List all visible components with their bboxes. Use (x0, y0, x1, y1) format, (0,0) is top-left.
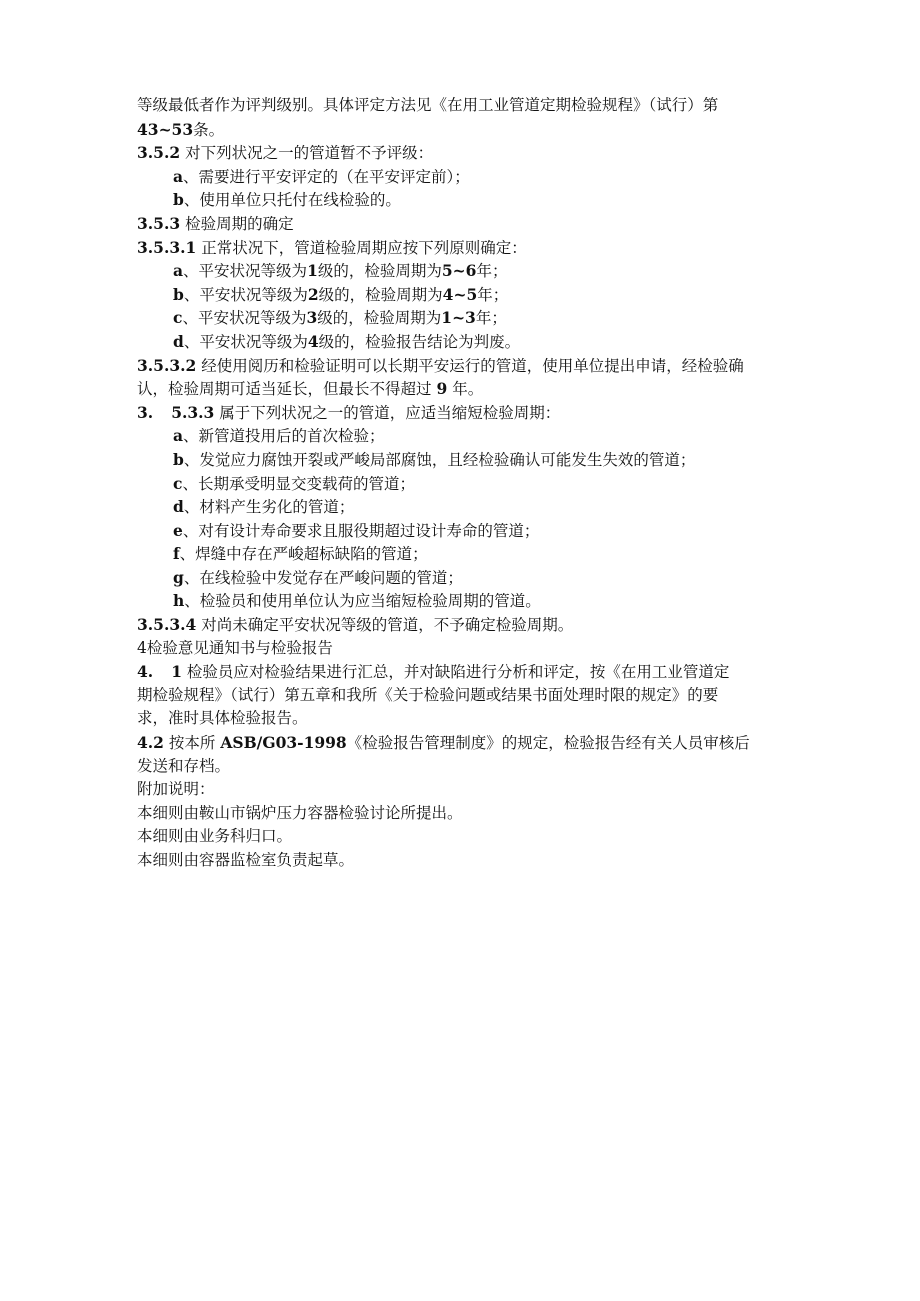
section-heading-3-5-3-2 (137, 354, 787, 378)
list-item (137, 519, 787, 543)
section-text: 检验员应对检验结果进行汇总，并对缺陷进行分析和评定，按《在用工业管道定 (186, 663, 730, 682)
paragraph-line (137, 377, 787, 401)
item-key: b (173, 449, 184, 469)
item-text: 、发觉应力腐蚀开裂或严峻局部腐蚀，且经检验确认可能发生失效的管道； (183, 450, 696, 469)
list-item (137, 448, 787, 472)
paragraph-line (137, 94, 787, 118)
period-years: 4~5 (442, 284, 478, 304)
section-text: 按本所 (168, 734, 216, 753)
item-key: a (173, 426, 184, 446)
list-item (137, 259, 787, 283)
item-text: 、新管道投用后的首次检验； (183, 427, 385, 446)
item-text: 、焊缝中存在严峻超标缺陷的管道； (179, 545, 428, 564)
note-text: 本细则由容器监检室负责起草。 (137, 851, 355, 869)
list-item (137, 472, 787, 496)
max-years: 9 (436, 379, 448, 399)
body-text: 年。 (452, 380, 484, 399)
list-item (137, 165, 787, 189)
section-number: 4.2 (137, 733, 164, 753)
period-years: 1~3 (441, 308, 476, 328)
item-key: b (173, 190, 184, 210)
section-text: 对尚未确定平安状况等级的管道，不予确定检验周期。 (201, 616, 574, 635)
item-text: 、长期承受明显交变载荷的管道； (182, 474, 415, 493)
item-key: f (173, 544, 180, 564)
paragraph-line (137, 118, 787, 142)
section-number: 3.5.3.2 (137, 355, 197, 375)
list-item (137, 424, 787, 448)
item-text: 年； (476, 262, 508, 281)
item-text: 级的，检验周期为 (317, 309, 442, 328)
section-prefix: 4. (137, 662, 154, 682)
article-range: 43~53 (137, 119, 194, 139)
item-key: d (173, 497, 184, 517)
item-key: c (173, 308, 183, 328)
section-number: 5.3.3 (171, 402, 215, 422)
list-item (137, 330, 787, 354)
body-text: 求，准时具体检验报告。 (137, 709, 308, 728)
list-item (137, 306, 787, 330)
item-key: g (173, 567, 184, 587)
section-text: 对下列状况之一的管道暂不予评级： (185, 144, 434, 163)
level-number: 3 (306, 308, 318, 328)
note-text: 本细则由业务科归口。 (137, 827, 293, 846)
note-line (137, 825, 787, 849)
item-key: a (173, 166, 184, 186)
item-text: 、检验员和使用单位认为应当缩短检验周期的管道。 (184, 592, 541, 611)
list-item (137, 589, 787, 613)
body-text: 期检验规程》（试行）第五章和我所《关于检验问题或结果书面处理时限的规定》的要 (137, 685, 719, 704)
item-text: 级的，检验周期为 (317, 262, 442, 281)
section-heading-3-5-2 (137, 141, 787, 165)
list-item (137, 566, 787, 590)
note-text: 本细则由鞍山市锅炉压力容器检验讨论所提出。 (137, 803, 463, 822)
item-key: e (173, 520, 183, 540)
section-heading-3-5-3-3 (137, 401, 787, 425)
note-line (137, 849, 787, 873)
note-line (137, 802, 787, 826)
level-number: 1 (307, 261, 318, 281)
paragraph-line (137, 707, 787, 731)
item-text: 级的，检验报告结论为判废。 (318, 332, 521, 351)
item-text: 级的，检验周期为 (318, 285, 443, 304)
paragraph-line (137, 755, 787, 779)
section-heading-3-5-3 (137, 212, 787, 236)
item-text: 、材料产生劣化的管道； (183, 498, 355, 517)
section-number: 3.5.3.4 (137, 615, 197, 635)
item-text: 、平安状况等级为 (183, 262, 308, 281)
section-text: 《检验报告管理制度》的规定，检验报告经有关人员审核后 (346, 734, 750, 753)
note-heading: 附加说明： (137, 780, 215, 799)
section-heading-4-1 (137, 660, 787, 684)
paragraph-line (137, 684, 787, 708)
item-key: b (173, 284, 184, 304)
section-number: 1 (171, 662, 182, 682)
item-text: 、在线检验中发觉存在严峻问题的管道； (183, 568, 463, 587)
item-text: 年； (475, 309, 507, 328)
document-page (137, 94, 787, 873)
section-text: 检验周期的确定 (185, 214, 294, 233)
section-number: 3.5.3 (137, 213, 181, 233)
item-key: a (173, 261, 184, 281)
chapter-title: 4检验意见通知书与检验报告 (137, 638, 333, 657)
list-item (137, 542, 787, 566)
section-heading-3-5-3-4 (137, 613, 787, 637)
section-number: 3.5.3.1 (137, 237, 197, 257)
note-title (137, 778, 787, 802)
body-text: 条。 (193, 120, 225, 139)
level-number: 4 (307, 331, 319, 351)
level-number: 2 (307, 284, 319, 304)
body-text: 等级最低者作为评判级别。具体评定方法见《在用工业管道定期检验规程》（试行）第 (137, 96, 719, 114)
section-heading-4-2 (137, 731, 787, 755)
item-text: 、对有设计寿命要求且服役期超过设计寿命的管道； (182, 521, 540, 540)
list-item (137, 495, 787, 519)
section-prefix: 3. (137, 402, 154, 422)
item-text: 年； (477, 285, 509, 304)
item-key: d (173, 331, 184, 351)
list-item (137, 188, 787, 212)
chapter-heading-4 (137, 637, 787, 661)
period-years: 5~6 (441, 261, 477, 281)
body-text: 发送和存档。 (137, 756, 231, 775)
section-number: 3.5.2 (137, 143, 181, 163)
item-key: c (173, 473, 183, 493)
item-text: 、平安状况等级为 (183, 332, 308, 351)
section-text: 经使用阅历和检验证明可以长期平安运行的管道，使用单位提出申请，经检验确 (201, 356, 744, 375)
section-text: 正常状况下，管道检验周期应按下列原则确定： (201, 238, 527, 257)
item-text: 、平安状况等级为 (182, 309, 307, 328)
section-heading-3-5-3-1 (137, 236, 787, 260)
body-text: 认，检验周期可适当延长，但最长不得超过 (137, 380, 432, 399)
list-item (137, 283, 787, 307)
item-text: 、需要进行平安评定的（在平安评定前）； (183, 167, 470, 186)
item-text: 、平安状况等级为 (183, 285, 308, 304)
section-text: 属于下列状况之一的管道，应适当缩短检验周期： (219, 403, 561, 422)
standard-code: ASB/G03-1998 (220, 733, 347, 753)
item-text: 、使用单位只托付在线检验的。 (183, 191, 401, 210)
item-key: h (173, 591, 185, 611)
